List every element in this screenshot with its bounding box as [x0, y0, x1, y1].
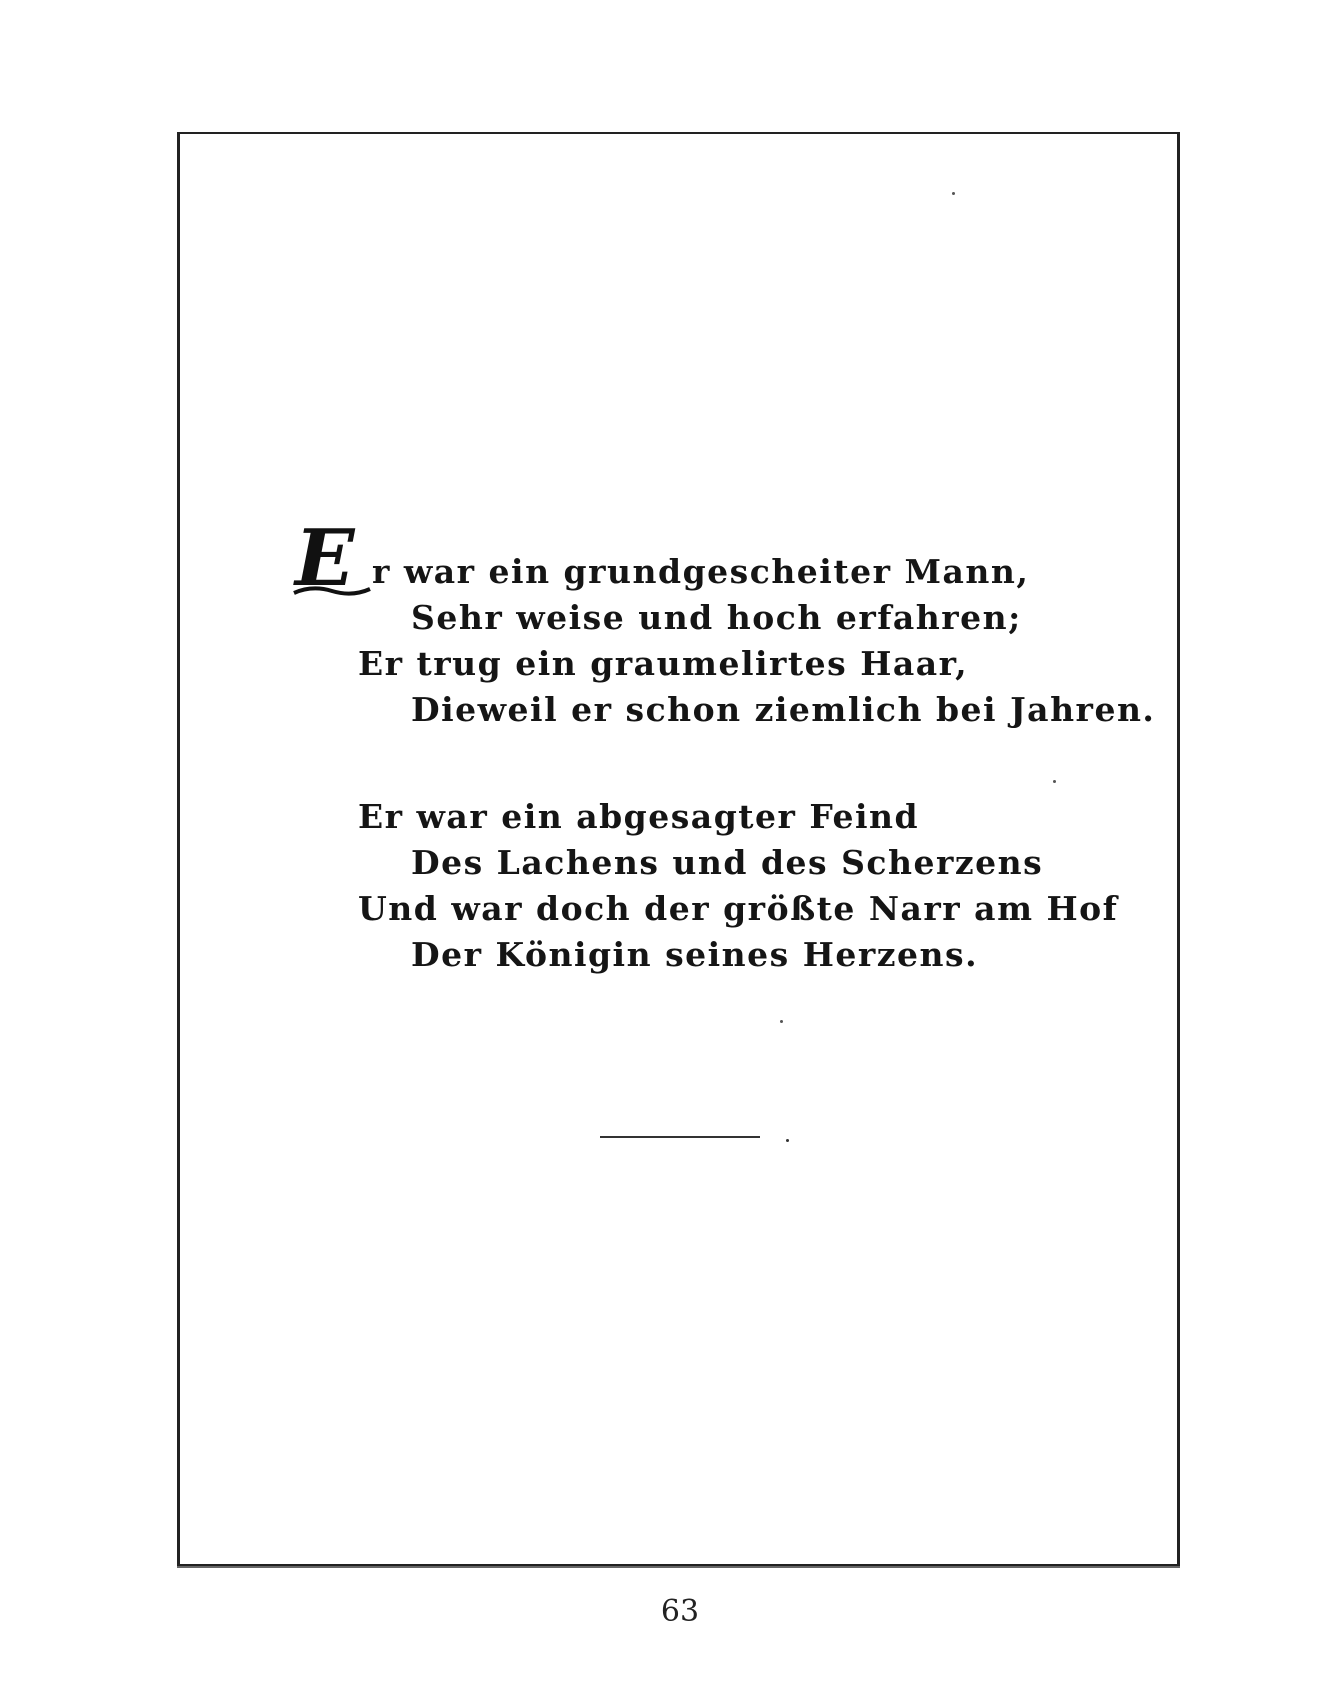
- drop-cap-swash-ornament: [292, 583, 372, 597]
- stanza-2-line-1: Er war ein abgesagter Feind: [358, 797, 920, 836]
- page-border-bottom-shadow: [177, 1566, 1180, 1568]
- section-divider-rule: [600, 1136, 760, 1138]
- stanza-2-line-2: Des Lachens und des Scherzens: [411, 843, 1044, 882]
- drop-cap-initial: E: [295, 513, 355, 604]
- stanza-1-line-1: r war ein grundgescheiter Mann,: [372, 552, 1030, 591]
- scan-speck: [952, 192, 955, 195]
- stanza-1-line-3: Er trug ein graumelirtes Haar,: [358, 644, 969, 683]
- stanza-1-line-2: Sehr weise und hoch erfahren;: [411, 598, 1022, 637]
- divider-dot: [786, 1139, 789, 1142]
- stanza-1-line-4: Dieweil er schon ziemlich bei Jahren.: [411, 690, 1156, 729]
- page-number: 63: [660, 1594, 700, 1629]
- stanza-2-line-3: Und war doch der größte Narr am Hof: [358, 889, 1119, 928]
- scan-speck: [1053, 780, 1056, 783]
- scan-speck: [780, 1020, 783, 1023]
- stanza-2-line-4: Der Königin seines Herzens.: [411, 935, 979, 974]
